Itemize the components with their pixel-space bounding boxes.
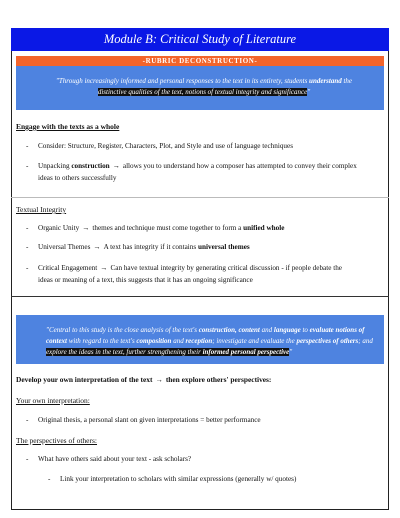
page-divider bbox=[11, 296, 389, 297]
subheading-own-interpretation: Your own interpretation: bbox=[16, 396, 90, 405]
rubric-label: RUBRIC DECONSTRUCTION bbox=[145, 57, 255, 65]
bullet-dash: - bbox=[48, 475, 51, 483]
list-item: What have others said about your text - ask scholars? bbox=[38, 455, 192, 463]
bullet-dash: - bbox=[26, 142, 29, 150]
bullet-dash: - bbox=[26, 162, 29, 170]
bullet-dash: - bbox=[26, 224, 29, 232]
bullet-dash: - bbox=[26, 264, 29, 272]
section-heading-integrity: Textual Integrity bbox=[16, 205, 67, 214]
section-heading-engage: Engage with the texts as a whole bbox=[16, 122, 120, 131]
rubric-quote-1: "Through increasingly informed and personal responses to the text in its entirety, students understand the distinctive qualities of the text, notions of textual integrity and significance" bbox=[16, 66, 384, 110]
page-title: Module B: Critical Study of Literature bbox=[11, 28, 389, 51]
bullet-dash: - bbox=[26, 243, 29, 251]
arrow-icon: → bbox=[82, 224, 90, 232]
arrow-icon: → bbox=[93, 243, 101, 251]
list-item: Critical Engagement → Can have textual integrity by generating critical discussion - if people debate the ideas or meaning of a text, this suggests that it has an ongoing significance bbox=[38, 264, 342, 284]
section-heading-interpretation: Develop your own interpretation of the text → then explore others' perspectives: bbox=[16, 375, 272, 384]
list-item: Organic Unity → themes and technique must come together to form a unified whole bbox=[38, 224, 285, 232]
arrow-icon: → bbox=[155, 375, 163, 384]
list-item: Consider: Structure, Register, Characters, Plot, and Style and use of language techniques bbox=[38, 142, 294, 150]
section-divider bbox=[11, 197, 389, 198]
rubric-quote-2: "Central to this study is the close analysis of the text's construction, content and language to evaluate notions of context with regard to the text's composition and reception; investigate and evaluate the perspectives of others; and explore the ideas in the text, further strengthening their informed personal perspective" bbox=[16, 315, 384, 364]
rubric-banner: -RUBRIC DECONSTRUCTION- bbox=[16, 56, 384, 66]
list-item: Universal Themes → A text has integrity if it contains universal themes bbox=[38, 243, 250, 251]
list-subitem: Link your interpretation to scholars with similar expressions (generally w/ quotes) bbox=[60, 475, 297, 483]
list-item: Unpacking construction → allows you to understand how a composer has attempted to convey their complex ideas to others successfully bbox=[38, 162, 357, 182]
bullet-dash: - bbox=[26, 416, 29, 424]
list-item: Original thesis, a personal slant on given interpretations = better performance bbox=[38, 416, 261, 424]
arrow-icon: → bbox=[112, 162, 120, 170]
arrow-icon: → bbox=[100, 264, 108, 272]
bullet-dash: - bbox=[26, 455, 29, 463]
subheading-perspectives: The perspectives of others: bbox=[16, 436, 98, 445]
